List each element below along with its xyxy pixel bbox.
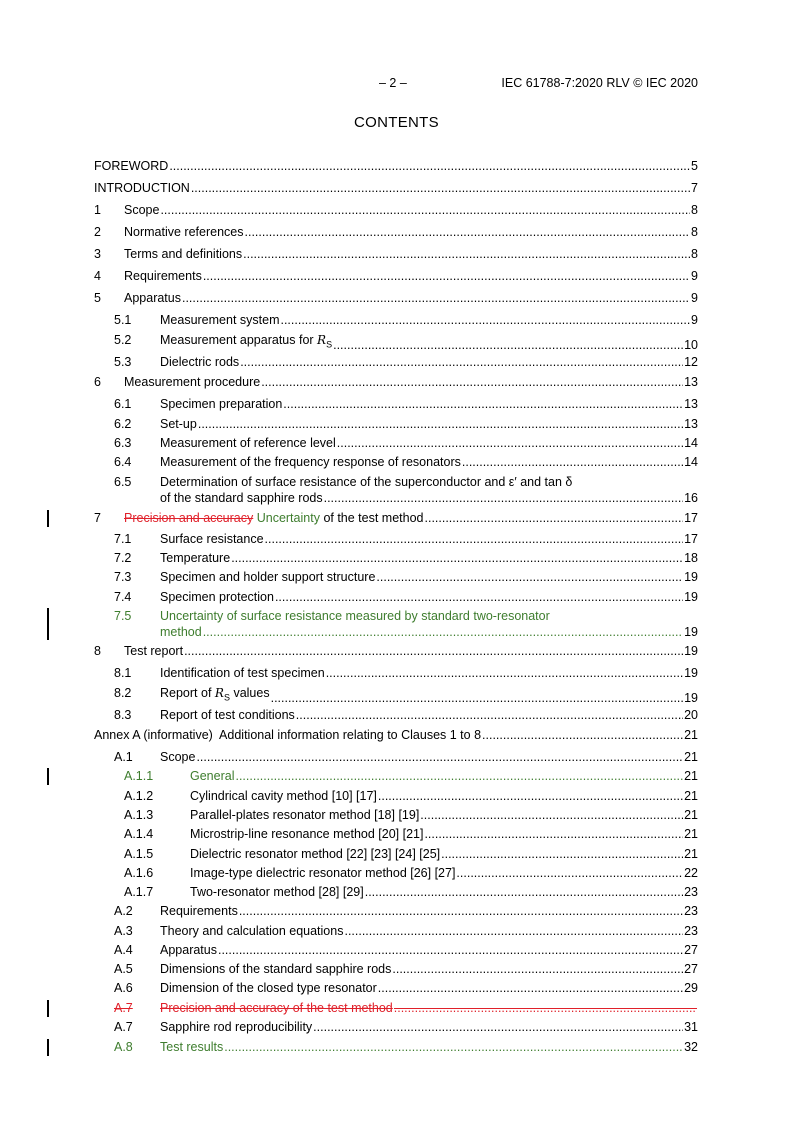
change-bar <box>47 1039 49 1056</box>
toc-entry-7-5[interactable]: 7.5 Uncertainty of surface resistance measured by standard two-resonator method ..... 19 <box>0 608 793 640</box>
change-bar <box>47 768 49 785</box>
toc-entry-6-5[interactable]: 6.5 Determination of surface resistance of the superconductor and ε′ and tan δ of the standard sapphire rods ..... 16 <box>0 474 793 506</box>
deleted-text: Precision and accuracy <box>124 511 254 525</box>
page-title: CONTENTS <box>354 114 439 131</box>
page-header <box>94 76 698 92</box>
document-reference: IEC 61788-7:2020 RLV © IEC 2020 <box>501 76 698 90</box>
inserted-text: Uncertainty <box>256 511 320 525</box>
change-bar <box>47 510 49 527</box>
page-number: – 2 – <box>379 76 407 90</box>
change-bar <box>47 1000 49 1017</box>
